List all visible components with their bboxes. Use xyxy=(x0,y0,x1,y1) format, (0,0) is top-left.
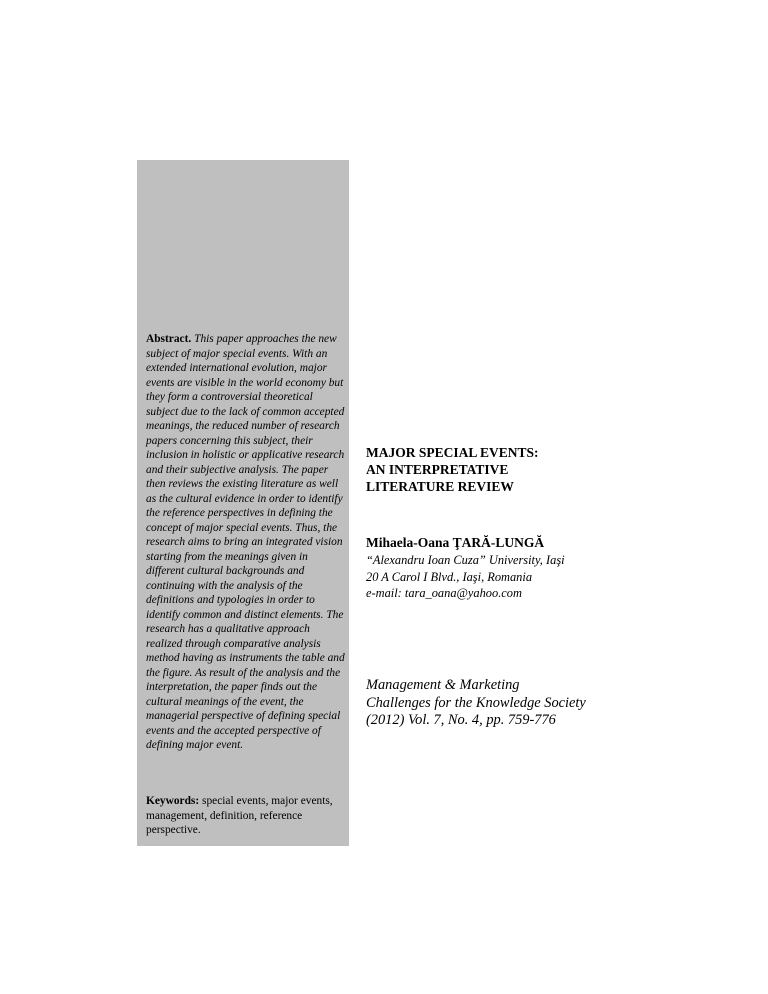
keywords-label: Keywords: xyxy=(146,795,200,807)
affiliation-address: 20 A Carol I Blvd., Iaşi, Romania xyxy=(366,569,533,584)
title-line: AN INTERPRETATIVE xyxy=(366,462,509,477)
keywords-text: special events, major events, management, definition, reference perspective. xyxy=(146,795,333,836)
author-name: Mihaela-Oana ŢARĂ-LUNGĂ xyxy=(366,535,545,550)
journal-name: Management & Marketing xyxy=(366,677,520,693)
abstract-text: This paper approaches the new subject of major special events. With an extended international evolution, major events are visible in the world economy but they form a controversial theoretical subject due to the lack of common accepted meanings, the reduced number of research papers concerning this subject, their inclusion in holistic or applicative research and their subjective analysis. The paper then reviews the existing literature as well as the cultural evidence in order to identify the reference perspectives in defining the concept of major special events. Thus, the research aims to bring an integrated vision starting from the meanings given in different cultural backgrounds and continuing with the analysis of the definitions and typologies in order to identify common and distinct elements. The research has a qualitative approach realized through comparative analysis method having as instruments the table and the figure. As result of the analysis and the interpretation, the paper finds out the cultural meanings of the event, the managerial perspective of defining special events and the accepted perspective of defining major event. xyxy=(146,333,345,751)
journal-subtitle: Challenges for the Knowledge Society xyxy=(366,694,586,711)
author-affiliation xyxy=(366,552,696,602)
title-line: LITERATURE REVIEW xyxy=(366,479,514,494)
journal-citation xyxy=(366,677,696,730)
abstract-label: Abstract. xyxy=(146,333,192,345)
journal-volume: (2012) Vol. 7, No. 4, pp. 759-776 xyxy=(366,712,556,728)
affiliation-university: “Alexandru Ioan Cuza” University, Iaşi xyxy=(366,553,565,567)
abstract xyxy=(146,332,346,753)
article-title xyxy=(366,444,666,495)
keywords xyxy=(146,794,346,838)
affiliation-email: e-mail: tara_oana@yahoo.com xyxy=(366,586,522,600)
title-line: MAJOR SPECIAL EVENTS: xyxy=(366,445,539,460)
